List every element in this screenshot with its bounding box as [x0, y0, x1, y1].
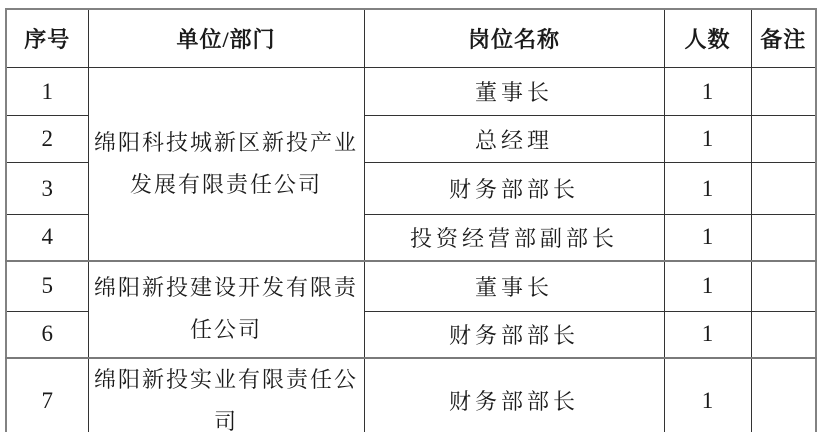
count-cell: 1: [664, 163, 751, 215]
remark-cell: [751, 312, 816, 358]
serial-cell: 2: [6, 116, 88, 163]
table-row: [6, 68, 816, 116]
header-col-count: 人数: [664, 9, 751, 68]
count-cell: 1: [664, 312, 751, 358]
unit-cell: 绵阳新投建设开发有限责任公司: [88, 261, 364, 358]
position-cell: 董事长: [364, 261, 664, 312]
serial-cell: 4: [6, 215, 88, 261]
header-col-serial: 序号: [6, 9, 88, 68]
count-cell: 1: [664, 358, 751, 432]
count-cell: 1: [664, 116, 751, 163]
unit-cell: 绵阳科技城新区新投产业发展有限责任公司: [88, 68, 364, 261]
remark-cell: [751, 116, 816, 163]
position-cell: 财务部部长: [364, 358, 664, 432]
position-cell: 财务部部长: [364, 312, 664, 358]
remark-cell: [751, 215, 816, 261]
header-col-unit: 单位/部门: [88, 9, 364, 68]
header-col-position: 岗位名称: [364, 9, 664, 68]
remark-cell: [751, 163, 816, 215]
table-row: [6, 358, 816, 432]
position-cell: 董事长: [364, 68, 664, 116]
header-col-remark: 备注: [751, 9, 816, 68]
remark-cell: [751, 68, 816, 116]
count-cell: 1: [664, 215, 751, 261]
staff-position-table: [5, 8, 817, 432]
position-cell: 财务部部长: [364, 163, 664, 215]
serial-cell: 1: [6, 68, 88, 116]
serial-cell: 3: [6, 163, 88, 215]
position-cell: 总经理: [364, 116, 664, 163]
unit-cell: 绵阳新投实业有限责任公司: [88, 358, 364, 432]
serial-cell: 5: [6, 261, 88, 312]
count-cell: 1: [664, 261, 751, 312]
serial-cell: 7: [6, 358, 88, 432]
serial-cell: 6: [6, 312, 88, 358]
table-row: [6, 261, 816, 312]
position-cell: 投资经营部副部长: [364, 215, 664, 261]
header-row: [6, 9, 816, 68]
count-cell: 1: [664, 68, 751, 116]
remark-cell: [751, 358, 816, 432]
remark-cell: [751, 261, 816, 312]
